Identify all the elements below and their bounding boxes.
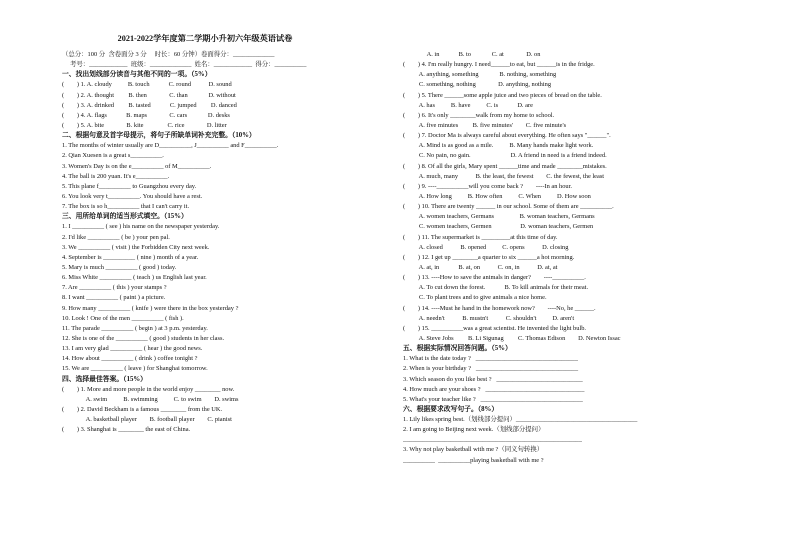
exam-line: 2. I am going to Beijing next week.（划线部分提问） (403, 426, 545, 434)
exam-line: 1. I __________ ( see ) his name on the newspaper yesterday. (62, 223, 220, 231)
exam-line: 3. Why not play basketball with me ?（同义句转换） (403, 446, 544, 454)
exam-line: ( ) 6. It's only ________walk from my home to school. (403, 111, 555, 119)
exam-line: 11. The parade __________ ( begin ) at 3 p.m. yesterday. (62, 324, 208, 332)
exam-line: ( ) 10. There are twenty ______ in our school. Some of them are __________. (403, 203, 614, 211)
section-heading: 四、选择最佳答案。（15%） (62, 375, 147, 383)
exam-line: 考号：____________ 班级：_____________ 姓名：____________ 得分：__________ (62, 61, 307, 69)
exam-line: A. has B. have C. is D. are (403, 101, 533, 109)
exam-line: 3. Women's Day is on the e__________ of M__________. (62, 162, 212, 170)
exam-line: ( ) 7. Doctor Ma is always careful about everything. He often says "______". (403, 132, 611, 140)
exam-line: A. To cut down the forest. B. To kill animals for their meat. (403, 284, 589, 292)
exam-line: A. swim B. swimming C. to swim D. swims (62, 395, 239, 403)
exam-line: 15. We are __________ ( leave ) for Shanghai tomorrow. (62, 365, 208, 373)
left-column (62, 50, 392, 435)
right-column (403, 50, 743, 466)
exam-line: 1. What is the date today ? ________________________________ (403, 355, 578, 363)
exam-line: A. needn't B. mustn't C. shouldn't D. aren't (403, 314, 575, 322)
exam-line: 2. When is your birthday ? ________________________________ (403, 365, 579, 373)
exam-line: A. Mind is as good as a mile. B. Many hands make light work. (403, 142, 594, 150)
exam-line: ( ) 8. Of all the girls, Mary spent ______time and made ________mistakes. (403, 162, 607, 170)
exam-line: 1. The months of winter usually are D__________, J__________ and F__________. (62, 142, 279, 150)
exam-line: C. women teachers, Germen D. woman teachers, Germen (403, 223, 594, 231)
exam-line: A. at, in B. at, on C. on, in D. at, at (403, 263, 558, 271)
exam-line: 5. What's your teacher like ? ________________________________ (403, 395, 583, 403)
exam-line: （总分：100 分 含卷面分 3 分 时长：60 分钟）卷面得分：_____________ (62, 51, 275, 58)
exam-line: A. five minutes B. five minutes' C. five minute's (403, 121, 567, 129)
exam-line: ( ) 11. The supermarket is _________at this time of day. (403, 233, 558, 241)
exam-line: A. How long B. How often C. When D. How soon (403, 192, 591, 200)
section-heading: 二、根据句意及首字母提示，将句子所缺单词补充完整。（10%） (62, 132, 256, 140)
exam-line: ( ) 4. A. flags B. maps C. cars D. desks (62, 111, 230, 119)
exam-line: 7. Are __________ ( this ) your stamps ? (62, 284, 167, 292)
exam-line: 6. You look very t__________. You should have a rest. (62, 192, 203, 200)
exam-line: C. something, nothing D. anything, nothing (403, 81, 552, 89)
section-heading: 五、根据实际情况回答问题。（5%） (403, 345, 512, 353)
exam-line: ________________________________________________________ (403, 436, 582, 444)
exam-line: ( ) 13. ----How to save the animals in danger? ----__________. (403, 274, 586, 282)
exam-line: ( ) 1. More and more people in the world enjoy ________ now. (62, 385, 235, 393)
exam-line: ( ) 2. A. thought B. then C. than D. without (62, 91, 236, 99)
exam-line: 5. Mary is much __________ ( good ) today. (62, 263, 177, 271)
exam-line: 4. How much are your shoes ? _______________________________ (403, 385, 585, 393)
exam-line: 4. September is __________ ( nine ) month of a year. (62, 253, 199, 261)
exam-line: ( ) 3. A. drinked B. tasted C. jumped D. danced (62, 101, 237, 109)
exam-line: ( ) 9. ----__________will you come back ? ----In an hour. (403, 182, 572, 190)
exam-line: 7. The box is so h__________ that I can't carry it. (62, 203, 190, 211)
exam-line: ( ) 14. ----Must he hand in the homework now? ----No, he ______. (403, 304, 596, 312)
section-heading: 三、用所给单词的适当形式填空。（15%） (62, 213, 188, 221)
exam-line: ( ) 12. I get up ________a quarter to six ______a hot morning. (403, 253, 575, 261)
exam-line: ( ) 3. Shanghai is ________ the east of China. (62, 426, 191, 434)
exam-line: A. anything, something B. nothing, something (403, 71, 557, 79)
exam-line: ( ) 2. David Beckham is a famous ________ from the UK. (62, 405, 223, 413)
exam-line: 3. We __________ ( visit ) the Forbidden City next week. (62, 243, 210, 251)
exam-line: C. No pain, no gain. D. A friend in need is a friend indeed. (403, 152, 607, 160)
exam-line: ( ) 15. __________was a great scientist. He invented the light bulb. (403, 324, 586, 332)
exam-line: ( ) 1. A. cloudy B. touch C. round D. sound (62, 81, 232, 89)
exam-line: A. basketball player B. football player C. pianist (62, 416, 232, 424)
exam-line: 2. I'd like __________ ( be ) your pen pal. (62, 233, 170, 241)
exam-line: ( ) 4. I'm really hungry. I need______to eat, but ______is in the fridge. (403, 61, 595, 69)
exam-line: 9. How many __________ ( knife ) were there in the box yesterday ? (62, 304, 239, 312)
exam-line: ( ) 5. A. bite B. kite C. rice D. litter (62, 121, 227, 129)
exam-line: A. women teachers, Germans B. woman teachers, Germans (403, 213, 595, 221)
exam-line: 10. Look ! One of the men __________ ( fish ). (62, 314, 184, 322)
exam-line: 6. Miss White __________ ( teach ) us English last year. (62, 274, 207, 282)
exam-line: ( ) 5. There ______some apple juice and two pieces of bread on the table. (403, 91, 602, 99)
exam-line: A. in B. to C. at D. on (403, 51, 541, 58)
exam-line: 12. She is one of the __________ ( good ) students in her class. (62, 334, 225, 342)
section-heading: 六、根据要求改写句子。（8%） (403, 405, 499, 413)
exam-line: A. much, many B. the least, the fewest C. the fewest, the least (403, 172, 605, 180)
exam-line: C. To plant trees and to give animals a nice home. (403, 294, 547, 302)
exam-title: 2021-2022学年度第二学期小升初六年级英语试卷 (117, 34, 293, 43)
exam-line: A. Steve Jobs B. Li Sigunag C. Thomas Edison D. Newton Issac (403, 334, 621, 342)
exam-line: 3. Which season do you like best ? ___________________________ (403, 375, 583, 383)
exam-line: A. closed B. opened C. opens D. closing (403, 243, 569, 251)
exam-line: 13. I am very glad __________ ( hear ) the good news. (62, 345, 203, 353)
exam-line: 4. The ball is 200 yuan. It's e__________. (62, 172, 170, 180)
exam-line: 8. I want __________ ( paint ) a picture. (62, 294, 166, 302)
section-heading: 一、找出划线部分读音与其他不同的一项。（5%） (62, 71, 212, 79)
exam-line: 5. This plane f__________ to Guangzhou every day. (62, 182, 197, 190)
exam-line: 14. How about __________ ( drink ) coffee tonight ? (62, 355, 198, 363)
exam-line: 2. Qian Xuesen is a great s__________. (62, 152, 164, 160)
exam-line: __________ __________playing basketball with me ? (403, 456, 544, 464)
exam-line: 1. Lily likes spring best.（划线部分提问）______________________________________ (403, 416, 638, 424)
